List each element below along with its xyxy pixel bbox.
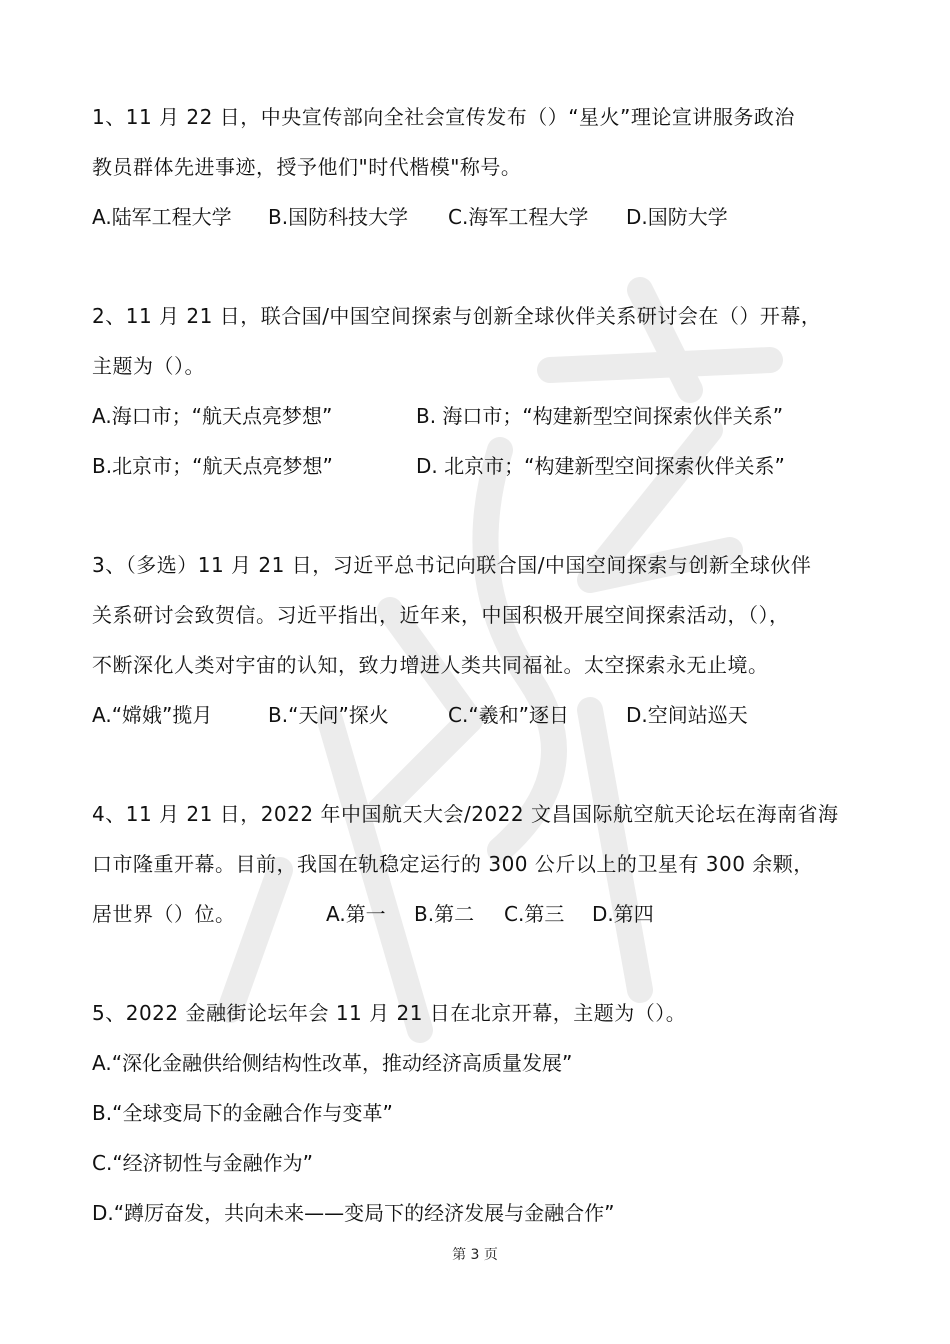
question-2-option-c: B.北京市；“航天点亮梦想”	[92, 454, 333, 478]
question-3-option-a: A.“嫦娥”揽月	[92, 703, 213, 727]
question-5-option-a: A.“深化金融供给侧结构性改革，推动经济高质量发展”	[92, 1051, 573, 1075]
question-2-option-b: B. 海口市；“构建新型空间探索伙伴关系”	[416, 404, 784, 428]
question-1-option-b: B.国防科技大学	[268, 205, 409, 229]
question-3-line-3: 不断深化人类对宇宙的认知，致力增进人类共同福祉。太空探索永无止境。	[92, 653, 769, 677]
question-1-option-d: D.国防大学	[626, 205, 728, 229]
question-5-line-1: 5、2022 金融街论坛年会 11 月 21 日在北京开幕，主题为（）。	[92, 1001, 687, 1025]
question-1-option-c: C.海军工程大学	[448, 205, 589, 229]
question-4-line-3: 居世界（）位。	[92, 902, 236, 926]
question-4-line-2: 口市隆重开幕。目前，我国在轨稳定运行的 300 公斤以上的卫星有 300 余颗，	[92, 852, 814, 876]
question-3-option-c: C.“羲和”逐日	[448, 703, 570, 727]
question-1-line-1: 1、11 月 22 日，中央宣传部向全社会宣传发布（）“星火”理论宣讲服务政治	[92, 105, 795, 129]
question-5-option-b: B.“全球变局下的金融合作与变革”	[92, 1101, 393, 1125]
question-3-line-2: 关系研讨会致贺信。习近平指出，近年来，中国积极开展空间探索活动，（），	[92, 603, 790, 627]
question-5-option-d: D.“蹲厉奋发，共向未来——变局下的经济发展与金融合作”	[92, 1201, 615, 1225]
question-3-option-d: D.空间站巡天	[626, 703, 748, 727]
question-4-option-a: A.第一	[326, 902, 386, 926]
question-2-option-a: A.海口市；“航天点亮梦想”	[92, 404, 333, 428]
question-3-line-1: 3、（多选）11 月 21 日，习近平总书记向联合国/中国空间探索与创新全球伙伴	[92, 553, 812, 577]
question-3-option-b: B.“天问”探火	[268, 703, 389, 727]
question-4-line-1: 4、11 月 21 日，2022 年中国航天大会/2022 文昌国际航空航天论坛在海南省海	[92, 802, 839, 826]
question-5-option-c: C.“经济韧性与金融作为”	[92, 1151, 314, 1175]
question-1-line-2: 教员群体先进事迹，授予他们"时代楷模"称号。	[92, 155, 522, 179]
page-number: 第 3 页	[452, 1247, 498, 1263]
question-2-line-1: 2、11 月 21 日，联合国/中国空间探索与创新全球伙伴关系研讨会在（）开幕，	[92, 304, 822, 328]
question-4-option-d: D.第四	[592, 902, 654, 926]
question-1-option-a: A.陆军工程大学	[92, 205, 232, 229]
question-4-option-c: C.第三	[504, 902, 565, 926]
question-2-line-2: 主题为（）。	[92, 354, 205, 378]
question-2-option-d: D. 北京市；“构建新型空间探索伙伴关系”	[416, 454, 785, 478]
question-4-option-b: B.第二	[414, 902, 475, 926]
